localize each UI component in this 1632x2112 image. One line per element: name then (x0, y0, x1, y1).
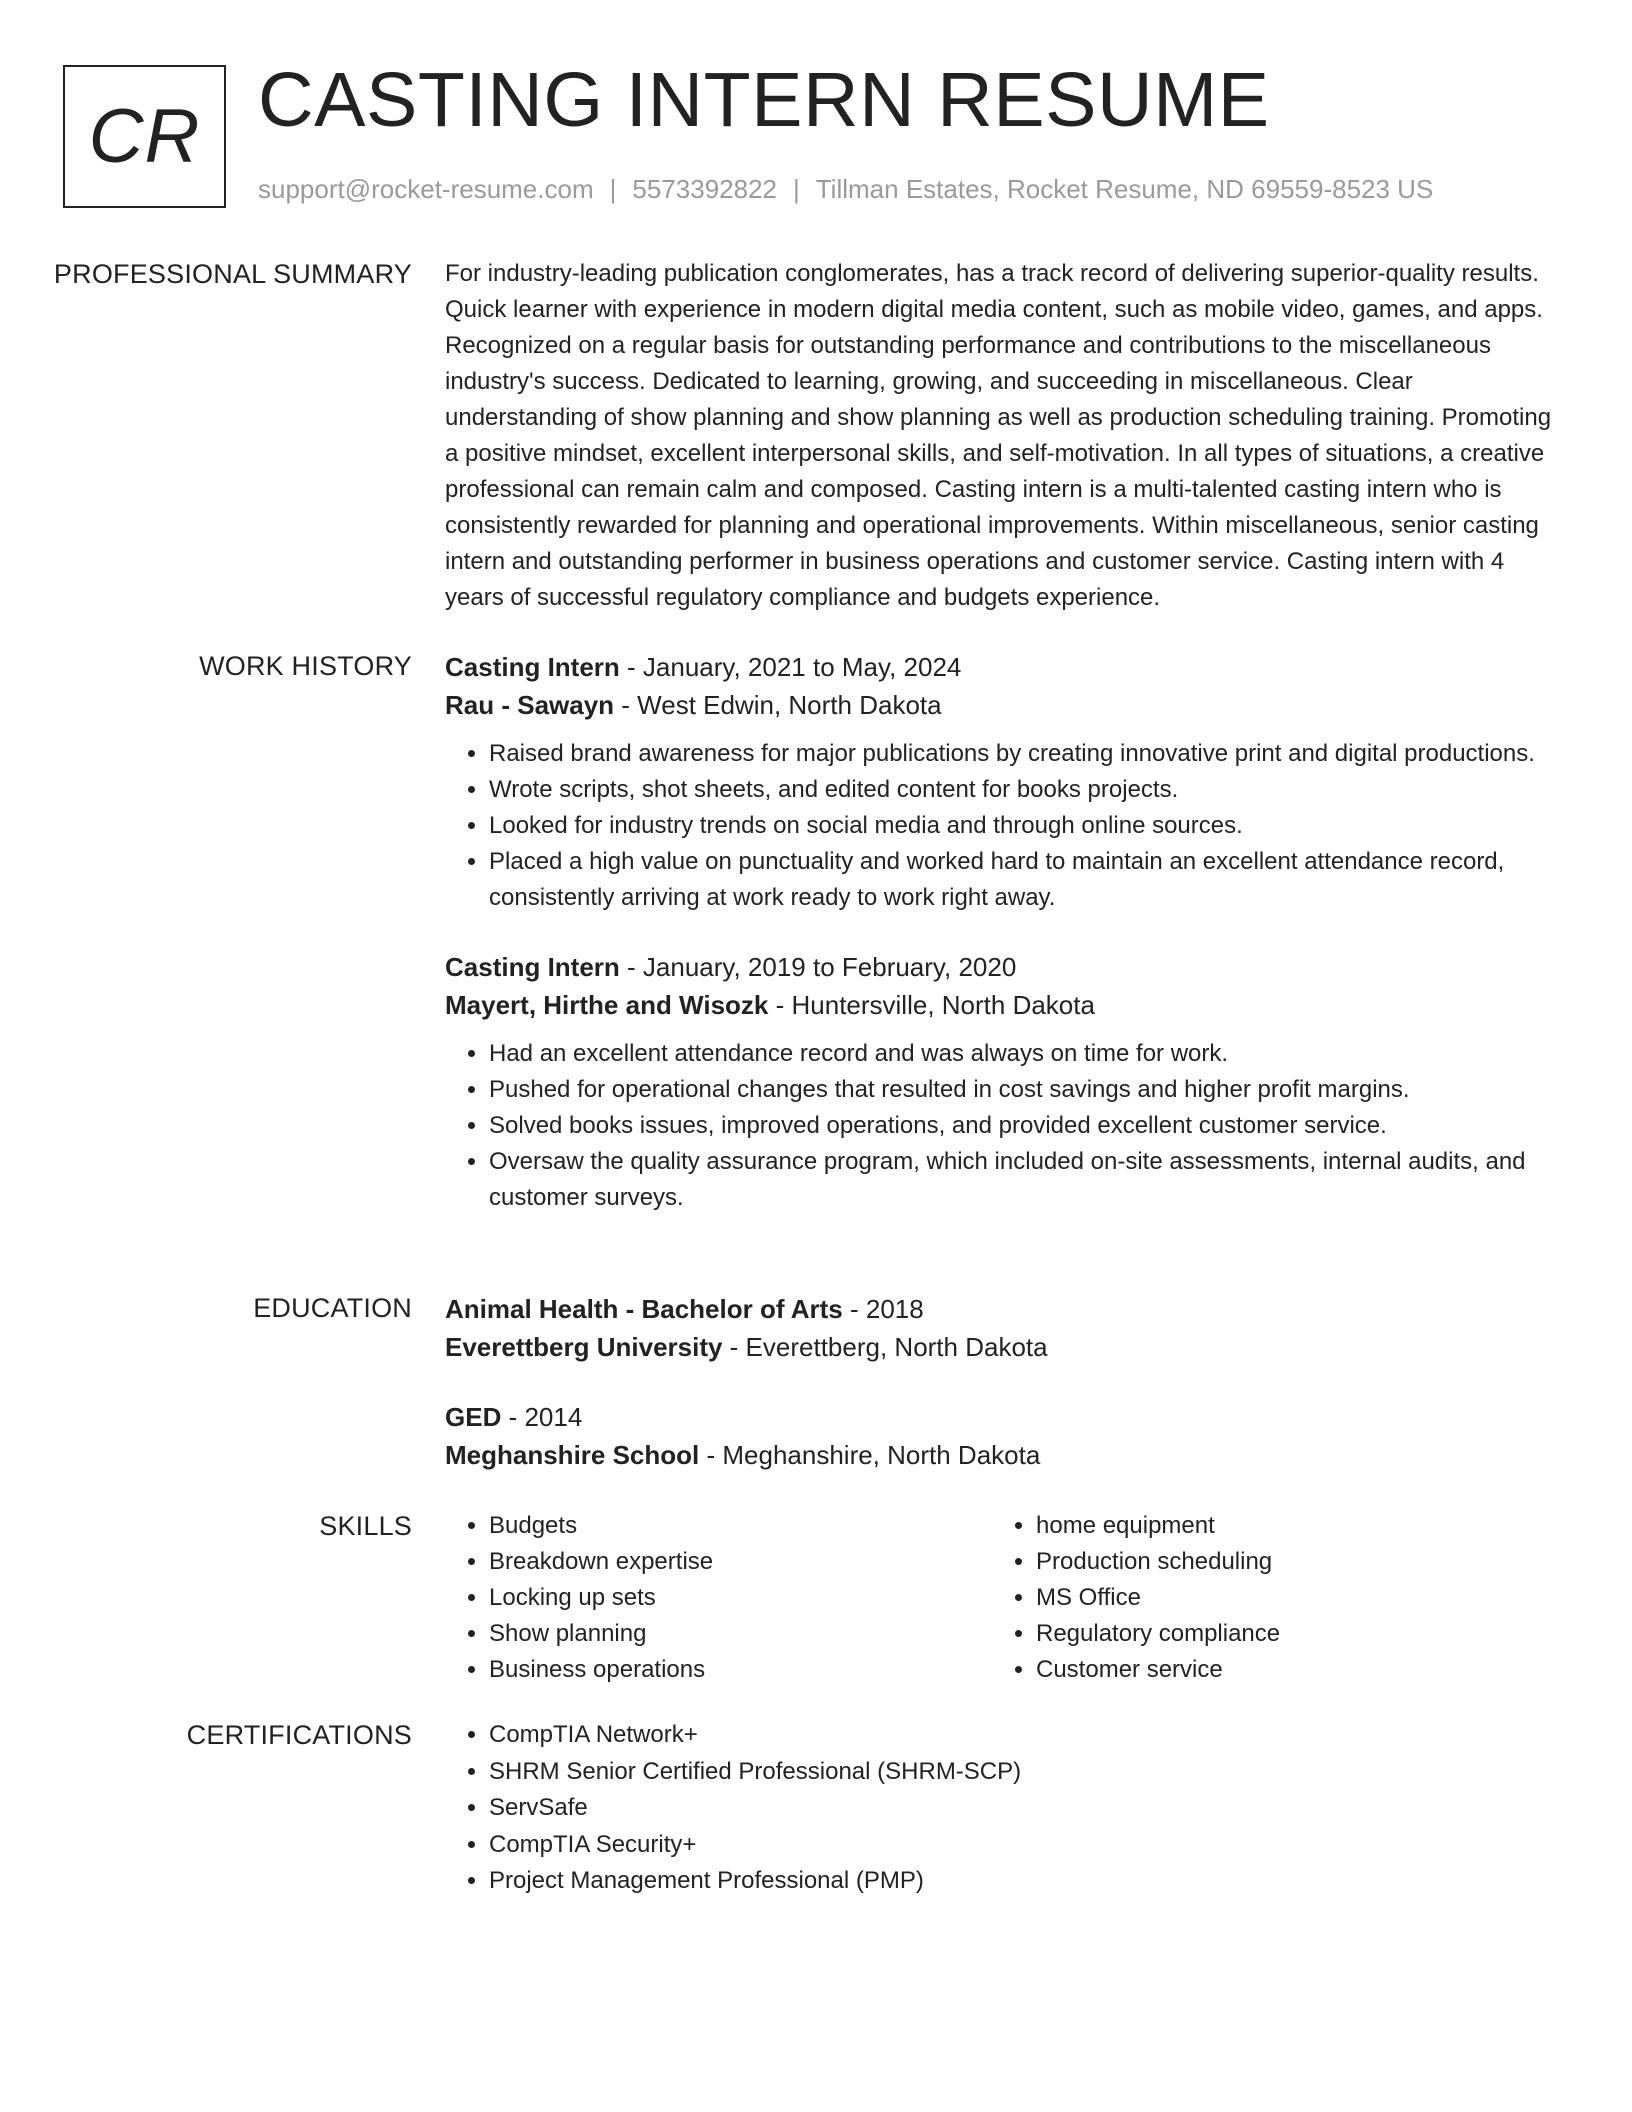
job-company-line (445, 986, 1560, 1024)
skill-item: • MS Office (1036, 1580, 1539, 1616)
job-dates: - January, 2019 to February, 2020 (619, 952, 1017, 982)
job-bullets (445, 1036, 1560, 1216)
skill-item: • Show planning (489, 1616, 992, 1652)
job-company-line (445, 686, 1560, 724)
contact-separator: | (793, 174, 800, 204)
monogram-logo: CR (63, 65, 226, 208)
certification-item: • ServSafe (489, 1790, 1560, 1827)
education-degree: GED (445, 1402, 502, 1432)
job-bullet: • Wrote scripts, shot sheets, and edited content for books projects. (489, 772, 1560, 808)
skill-item: • Budgets (489, 1508, 992, 1544)
education-degree-line (445, 1398, 1560, 1436)
skill-item: • Regulatory compliance (1036, 1616, 1539, 1652)
job-bullets (445, 736, 1560, 916)
job-company: Rau - Sawayn (445, 690, 615, 720)
job-bullet: • Solved books issues, improved operations, and provided excellent customer service. (489, 1108, 1560, 1144)
job-bullet: • Raised brand awareness for major publications by creating innovative print and digital productions. (489, 736, 1560, 772)
education-year: - 2014 (501, 1402, 583, 1432)
job-title-line (445, 948, 1560, 986)
job-title: Casting Intern (445, 952, 620, 982)
contact-phone[interactable]: 5573392822 (632, 174, 777, 204)
skill-item: • home equipment (1036, 1508, 1539, 1544)
education-entry (445, 1290, 1560, 1366)
education-location: - Everettberg, North Dakota (722, 1332, 1048, 1362)
section-label-work-history: WORK HISTORY (199, 651, 412, 681)
education-year: - 2018 (842, 1294, 924, 1324)
education-school-line (445, 1328, 1560, 1366)
job-bullet: • Looked for industry trends on social media and through online sources. (489, 808, 1560, 844)
job-location: - Huntersville, North Dakota (768, 990, 1095, 1020)
skill-item: • Breakdown expertise (489, 1544, 992, 1580)
contact-line (258, 174, 1433, 205)
education-school: Meghanshire School (445, 1440, 700, 1470)
certification-item: • CompTIA Network+ (489, 1717, 1560, 1754)
summary-text: For industry-leading publication conglomerates, has a track record of delivering superior-quality results. Quick learner with experience in modern digital media content, such as mobile video, games, and apps. Recognized on a regular basis for outstanding performance and contributions to the miscellaneous industry's success. Dedicated to learning, growing, and succeeding in miscellaneous. Clear understanding of show planning and show planning as well as production scheduling training. Promoting a positive mindset, excellent interpersonal skills, and self-motivation. In all types of situations, a creative professional can remain calm and composed. Casting intern is a multi-talented casting intern who is consistently rewarded for planning and operational improvements. Within miscellaneous, senior casting intern and outstanding performer in business operations and customer service. Casting intern with 4 years of successful regulatory compliance and budgets experience. (445, 260, 1552, 611)
job-company: Mayert, Hirthe and Wisozk (445, 990, 769, 1020)
job-entry (445, 948, 1560, 1216)
skill-item: • Production scheduling (1036, 1544, 1539, 1580)
job-bullet: • Placed a high value on punctuality and worked hard to maintain an excellent attendance record, consistently arriving at work ready to work right away. (489, 844, 1560, 916)
job-title-line (445, 648, 1560, 686)
education-degree-line (445, 1290, 1560, 1328)
education-school-line (445, 1436, 1560, 1474)
skill-item: • Business operations (489, 1652, 992, 1688)
job-entry (445, 648, 1560, 916)
section-label-summary: PROFESSIONAL SUMMARY (53, 259, 412, 289)
skills-columns (445, 1508, 1560, 1688)
skills-list-left (445, 1508, 992, 1688)
education-location: - Meghanshire, North Dakota (699, 1440, 1041, 1470)
certifications-list (445, 1717, 1560, 1900)
section-label-education: EDUCATION (253, 1293, 412, 1323)
certification-item: • Project Management Professional (PMP) (489, 1863, 1560, 1900)
skill-item: • Customer service (1036, 1652, 1539, 1688)
job-title: Casting Intern (445, 652, 620, 682)
contact-separator: | (609, 174, 617, 204)
section-label-skills: SKILLS (319, 1511, 412, 1541)
skill-item: • Locking up sets (489, 1580, 992, 1616)
job-dates: - January, 2021 to May, 2024 (619, 652, 962, 682)
section-label-certifications: CERTIFICATIONS (186, 1720, 412, 1750)
resume-title: CASTING INTERN RESUME (258, 57, 1270, 143)
contact-address: Tillman Estates, Rocket Resume, ND 69559-8523 US (815, 174, 1434, 204)
education-degree: Animal Health - Bachelor of Arts (445, 1294, 843, 1324)
education-school: Everettberg University (445, 1332, 723, 1362)
contact-email[interactable]: support@rocket-resume.com (258, 174, 594, 204)
education-entry (445, 1398, 1560, 1474)
job-bullet: • Had an excellent attendance record and was always on time for work. (489, 1036, 1560, 1072)
job-bullet: • Oversaw the quality assurance program, which included on-site assessments, internal audits, and customer surveys. (489, 1144, 1560, 1216)
job-bullet: • Pushed for operational changes that resulted in cost savings and higher profit margins. (489, 1072, 1560, 1108)
certification-item: • SHRM Senior Certified Professional (SHRM-SCP) (489, 1754, 1560, 1791)
certification-item: • CompTIA Security+ (489, 1827, 1560, 1864)
job-location: - West Edwin, North Dakota (614, 690, 942, 720)
skills-list-right (992, 1508, 1539, 1688)
